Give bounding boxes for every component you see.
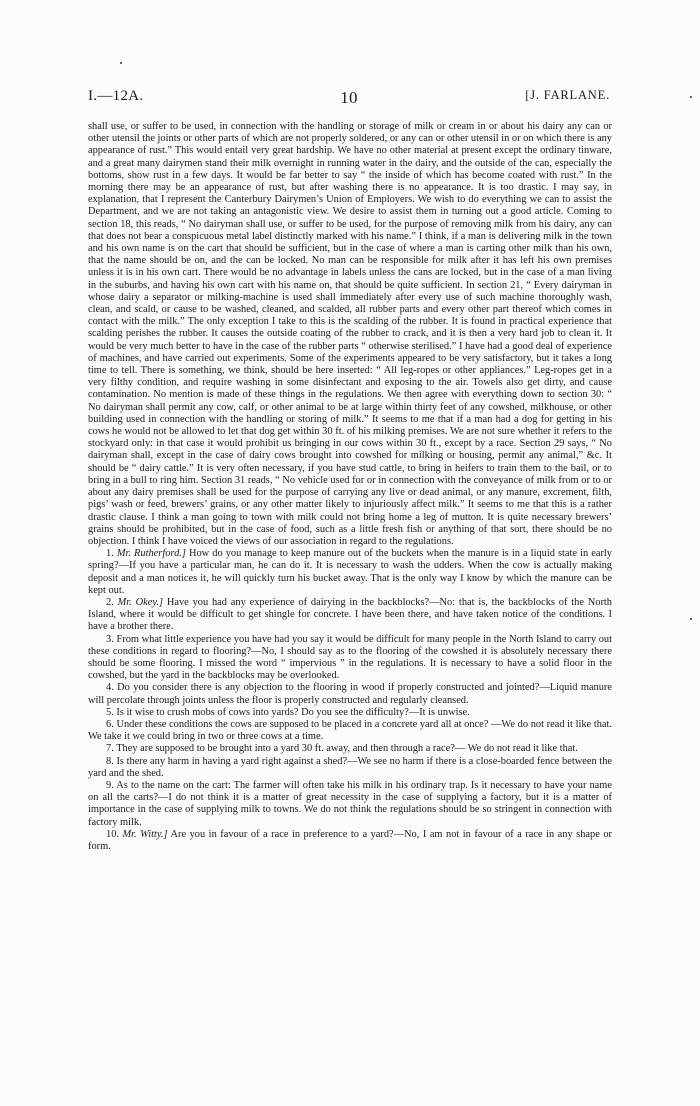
question-number: 5. — [106, 706, 117, 718]
question-text: Under these conditions the cows are supposed to be placed in a concrete yard all at once? —We do not read it like that. We take it we could bring in two or three cows at a time. — [88, 718, 613, 743]
question-text: Do you consider there is any objection to the flooring in wood if properly constructed and jointed?—Liquid manure will percolate through joints unless the floor is properly constructed and regularly cleansed. — [88, 682, 612, 706]
question-number: 4. — [106, 682, 118, 694]
question-text: Are you in favour of a race in preference to a yard?—No, I am not in favour of a race in any shape or form. — [88, 828, 612, 852]
questioner-name: Mr. Witty.] — [122, 828, 168, 840]
question-text: From what little experience you have had you say it would be difficult for many people in the North Island to carry out these conditions in regard to flooring?—No, I should say as to the flooring of the cowshed it is absolutely necessary there should be some flooring. I missed the word “ impervious ” in the regulations. It is necessary to have a solid floor in the cowshed, but the yard in the backblocks may be overlooked. — [88, 633, 613, 682]
question-number: 1. — [106, 548, 117, 560]
question-item — [88, 707, 612, 719]
page-number: 10 — [340, 88, 358, 107]
question-item — [88, 719, 612, 743]
question-item — [88, 780, 612, 829]
question-number: 3. — [106, 633, 117, 645]
question-item — [88, 597, 612, 634]
witness-name: [J. FARLANE. — [525, 88, 610, 102]
question-text: Have you had any experience of dairying in the backblocks?—No: that is, the backblocks of the North Island, where it would be difficult to get shingle for concrete. I have been there, and have taken notice of the conditions. I have a brother there. — [88, 596, 612, 633]
question-text: Is it wise to crush mobs of cows into yards? Do you see the difficulty?—It is unwise. — [116, 706, 470, 718]
opening-paragraph: shall use, or suffer to be used, in connection with the handling or storage of milk or cream in or about his dairy any can or other utensil the joints or other parts of which are not properly soldered, or any can or other utensil in or on which there is any appearance of rust.” This would entail very great hardship. We have no other material at present except the ordinary tinware, and a great many dairymen stand their milk overnight in running water in the dairy, and the outside of the can, especially the bottoms, show rust in a few days. It would be far better to say “ the inside of which has become coated with rust.” In the morning there may be an appearance of rust, but after washing there is no appearance. It is too drastic. I may say, in explanation, that I represent the Canterbury Dairymen’s Union of Employers. We wish to do everything we can to assist the Department, and we are not taking an antagonistic view. We desire to assist them in turning out a good article. Coming to section 18, this reads, “ No dairyman shall use, or suffer to be used, for the purpose of removing milk from his dairy, any can that does not bear a conspicuous metal label distinctly marked with his name.” I think, if a man is delivering milk in the town and his own name is on the cart that should be sufficient, but in the case of where a man is carting other milk than his own, that the name should be on, and the can be locked. No man can be responsible for milk after it has left his own premises unless it is in his own cart. There would be no advantage in labels unless the cans are locked, but in the case of a man living in the suburbs, and having his own cart with his name on, that should be quite sufficient. In section 21, “ Every dairyman in whose dairy a separator or milking-machine is used shall immediately after every use of such machine thoroughly wash, clean, and scald, or cause to be washed, cleaned, and scalded, all rubber parts and every other part thereof which comes in contact with the milk.” The only exception I take to this is the scalding of the rubber. It is found in practical experience that scalding perishes the rubber. It causes the outside coating of the rubber to crack, and it is then a very hard job to clean it. It would be very much better to have in the case of the rubber parts “ otherwise sterilised.” I have had a good deal of experience of machines, and have carried out experiments. Some of the experiments appeared to be very satisfactory, but it takes a long time to tell. There is something, we think, should be here inserted: “ All leg-ropes or other appliances.” Leg-ropes get in a very filthy condition, and require washing in some disinfectant and exposing to the air. Towels also get dirty, and cause contamination. No mention is made of these things in the regulations. We then agree with everything down to section 30: “ No dairyman shall permit any cow, calf, or other animal to be at large within thirty feet of any cowshed, milkhouse, or other building used in connection with the handling or storing of milk.” It seems to me that if a man had a dog for getting in his cows he would not be allowed to let that dog get within 30 ft. of his milking premises. We are not sure whether it refers to the stockyard only: in that case it would prohibit us bringing in our cows within 30 ft., except by a race. Section 29 says, “ No dairyman shall, except in the case of dairy cows brought into cowshed for milking or housing, permit any animal,” &c. It should be “ dairy cattle.” It is very often necessary, if you have stud cattle, to bring in heifers to train them to the bail, or to bring in a bull to ring him. Section 31 reads, “ No vehicle used for or in connection with the conveyance of milk from or to or about any dairy premises shall be used for the purpose of carrying any live or dead animal, or any manure, excrement, filth, pigs’ wash or feed, brewers’ grains, or any other matter likely to injuriously affect milk.” It seems to me that this is a rather drastic clause. I think a man going to town with milk could not bring home a leg of mutton. It is quite necessary brewers’ grains should be prohibited, but in the case of food, such as a little fresh fish or anything of that sort, there should be no objection. I think I have voiced the views of our association in regard to the regulations. — [88, 121, 613, 547]
scan-speck — [690, 618, 692, 620]
question-text: As to the name on the cart: The farmer will often take his milk in his ordinary trap. Is it necessary to have your name on all the carts?—I do not think it is a matter of great necessity in the case of supplying a factory, but it is a matter of importance in the case of supplying milk to towns. We do not think the regulations should be so stringent in connection with factory milk. — [88, 779, 612, 828]
scan-speck — [690, 96, 692, 98]
document-body — [88, 121, 612, 853]
question-item — [88, 634, 612, 683]
paper-reference: I.—12A. — [88, 88, 144, 104]
question-text: Is there any harm in having a yard right against a shed?—We see no harm if there is a close-boarded fence between the yard and the shed. — [88, 755, 613, 779]
questioner-name: Mr. Okey.] — [117, 596, 163, 608]
question-text: How do you manage to keep manure out of the buckets when the manure is in a liquid state in early spring?—If you have a particular man, he can do it. It is necessary to wash the udders. When the cow is actually making deposit and a man notices it, he will quickly turn his bucket away. That is the only way I know by which the manure can be kept out. — [88, 548, 612, 596]
question-number: 10. — [106, 828, 123, 840]
question-list — [88, 548, 612, 853]
question-item — [88, 682, 612, 706]
question-number: 2. — [106, 596, 118, 608]
question-number: 8. — [106, 755, 117, 767]
question-text: They are supposed to be brought into a yard 30 ft. away, and then through a race?— We do not read it like that. — [116, 743, 578, 755]
page-header — [88, 88, 610, 110]
question-item — [88, 829, 612, 853]
question-item — [88, 743, 612, 755]
question-number: 6. — [106, 718, 117, 730]
question-number: 9. — [106, 779, 117, 791]
question-number: 7. — [106, 743, 117, 755]
scan-speck — [120, 62, 122, 64]
question-item — [88, 756, 612, 780]
question-item — [88, 548, 612, 597]
questioner-name: Mr. Rutherford.] — [116, 548, 186, 560]
